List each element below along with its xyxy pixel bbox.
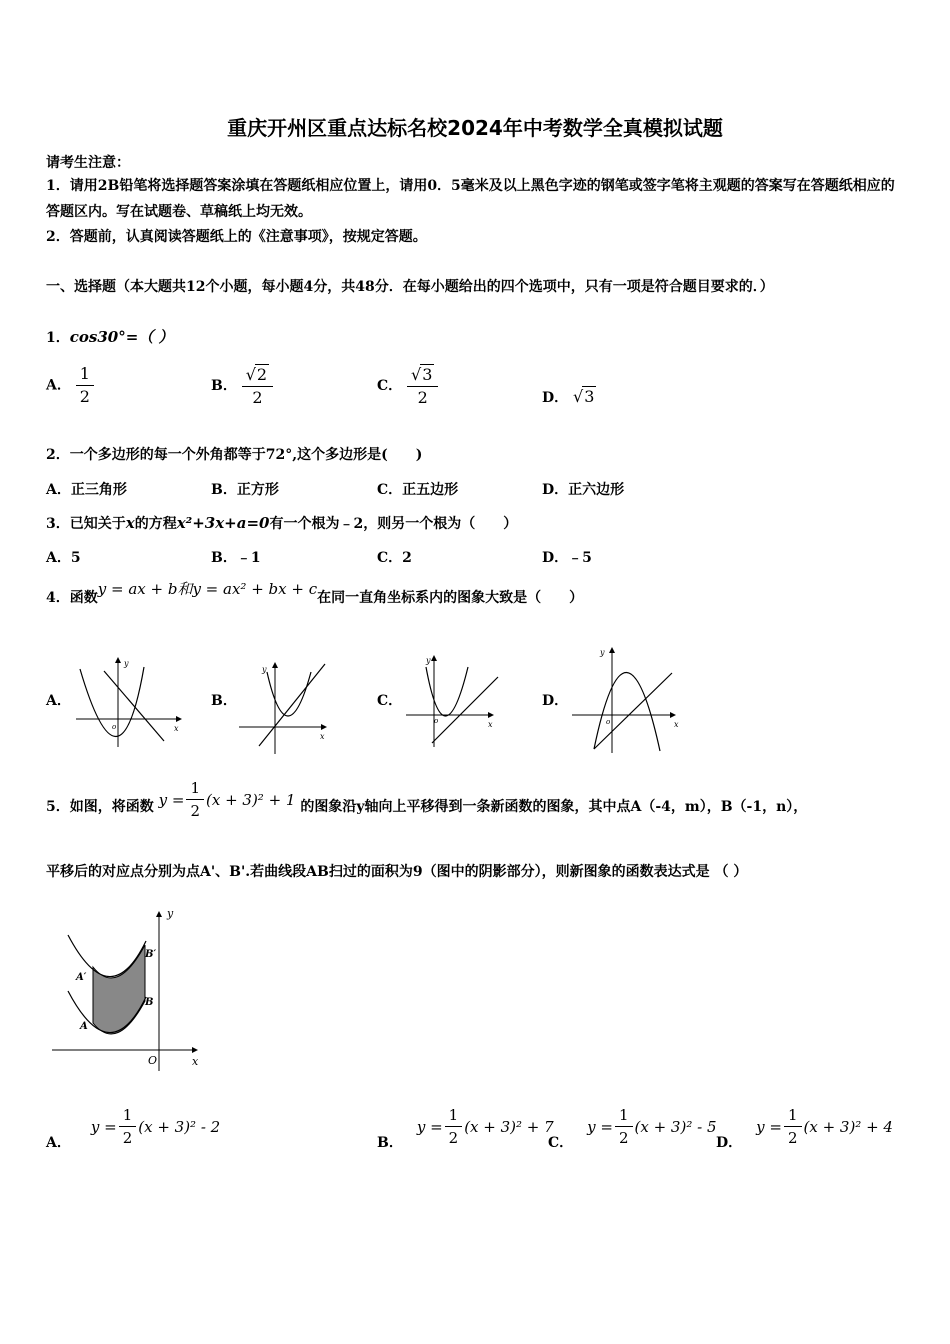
q1-b-label: B． xyxy=(211,378,237,394)
svg-text:o: o xyxy=(606,718,611,726)
q1-stem xyxy=(46,326,174,347)
q5-option-a[interactable]: A． y = $\frac{1}{2}$ (x + 3)² - 2 xyxy=(46,1106,221,1151)
q3-option-b[interactable]: B．﹣1 xyxy=(211,550,261,566)
svg-text:x: x xyxy=(174,724,179,733)
q4-option-b[interactable]: B． xyxy=(211,693,237,709)
q1-option-d[interactable] xyxy=(542,386,596,407)
svg-text:B′: B′ xyxy=(145,949,157,960)
q4-option-d[interactable]: D． xyxy=(542,693,569,709)
svg-text:y: y xyxy=(167,907,174,920)
q4-graph-c xyxy=(404,655,502,750)
svg-text:y: y xyxy=(600,648,605,657)
q5-formula: y = $\frac{1}{2}$ (x + 3)² + 1 xyxy=(158,779,296,820)
q5-option-d[interactable]: D． y = $\frac{1}{2}$ (x + 3)² + 4 xyxy=(716,1106,893,1151)
q1-c-label: C． xyxy=(377,378,403,394)
q5-figure xyxy=(50,905,210,1075)
q4-graph-b xyxy=(237,660,332,755)
q1-c-fraction: $\frac{√3}{2}$ xyxy=(407,364,438,408)
section-heading: 一、选择题（本大题共12个小题，每小题4分，共48分．在每小题给出的四个选项中，只有一项是符合题目要求的．） xyxy=(46,279,774,295)
svg-text:o: o xyxy=(112,723,117,731)
q2-option-c[interactable]: C．正五边形 xyxy=(377,482,459,498)
q1-option-c[interactable] xyxy=(377,364,438,408)
q2-option-b[interactable]: B．正方形 xyxy=(211,482,279,498)
q2-stem: 2．一个多边形的每一个外角都等于72°,这个多边形是( ) xyxy=(46,447,423,463)
svg-text:x: x xyxy=(192,1055,199,1068)
q5-shaded-area xyxy=(93,945,145,1034)
svg-text:x: x xyxy=(320,732,325,741)
q4-stem: 4．函数y = ax + b和y = ax² + bx + c在同一直角坐标系内的图象大致是（ ） xyxy=(46,580,584,606)
q5-option-c[interactable]: C． y = $\frac{1}{2}$ (x + 3)² - 5 xyxy=(548,1106,717,1151)
svg-text:x: x xyxy=(674,720,679,729)
q4-graph-a xyxy=(72,655,184,750)
q1-option-a[interactable] xyxy=(46,364,94,407)
q3-stem: 3．已知关于x的方程x²+3x+a=0有一个根为﹣2，则另一个根为（ ） xyxy=(46,514,518,532)
q1-b-fraction: $\frac{√2}{2}$ xyxy=(242,364,273,408)
notice-item-1: 1．请用2B铅笔将选择题答案涂填在答题纸相应位置上，请用0．5毫米及以上黑色字迹的钢笔或签字笔将主观题的答案写在答题纸相应的答题区内。写在试题卷、草稿纸上均无效。 xyxy=(46,178,895,220)
q5-stem: 5．如图，将函数 y = $\frac{1}{2}$ (x + 3)² + 1 的图象沿y轴向上平移得到一条新函数的图象，其中点A（-4，m），B（-1，n）， xyxy=(46,779,808,820)
q4-graph-d xyxy=(570,645,682,755)
q1-d-radical: √3 xyxy=(573,387,595,406)
q3-option-a[interactable]: A．5 xyxy=(46,550,81,566)
q5-d-formula: y = $\frac{1}{2}$ (x + 3)² + 4 xyxy=(756,1106,893,1147)
q4-option-a[interactable]: A． xyxy=(46,693,71,709)
svg-text:A: A xyxy=(80,1021,88,1032)
q1-a-fraction: $\frac{1}{2}$ xyxy=(76,364,94,407)
svg-text:A′: A′ xyxy=(76,972,87,983)
q2-option-d[interactable]: D．正六边形 xyxy=(542,482,625,498)
q5-a-formula: y = $\frac{1}{2}$ (x + 3)² - 2 xyxy=(90,1106,221,1147)
page-title: 重庆开州区重点达标名校2024年中考数学全真模拟试题 xyxy=(227,116,723,140)
svg-text:o: o xyxy=(434,717,439,725)
q5-c-formula: y = $\frac{1}{2}$ (x + 3)² - 5 xyxy=(587,1106,717,1147)
q5-stem-line2: 平移后的对应点分别为点A'、B'.若曲线段AB扫过的面积为9（图中的阴影部分），则新图象的函数表达式是 （ ） xyxy=(46,864,748,880)
q3-equation: x²+3x+a=0 xyxy=(176,514,270,532)
q4-formula: y = ax + b和y = ax² + bx + c xyxy=(97,580,318,598)
q5-b-formula: y = $\frac{1}{2}$ (x + 3)² + 7 xyxy=(416,1106,554,1147)
q2-option-a[interactable]: A．正三角形 xyxy=(46,482,127,498)
q3-option-c[interactable]: C．2 xyxy=(377,550,412,566)
svg-text:y: y xyxy=(426,656,431,665)
q1-option-b[interactable] xyxy=(211,364,273,408)
notice-heading: 请考生注意： xyxy=(46,155,130,171)
svg-text:O: O xyxy=(148,1054,158,1067)
q3-option-d[interactable]: D．﹣5 xyxy=(542,550,592,566)
q1-a-label: A． xyxy=(46,377,71,394)
svg-text:x: x xyxy=(488,720,493,729)
svg-text:y: y xyxy=(124,659,129,668)
svg-text:B: B xyxy=(145,997,154,1008)
q1-expr: cos30°=（ ） xyxy=(69,328,174,346)
svg-text:y: y xyxy=(262,665,267,674)
q1-num: 1． xyxy=(46,330,70,346)
q5-option-b[interactable]: B． y = $\frac{1}{2}$ (x + 3)² + 7 xyxy=(377,1106,554,1151)
q4-option-c[interactable]: C． xyxy=(377,693,403,709)
notice-item-2: 2．答题前，认真阅读答题纸上的《注意事项》，按规定答题。 xyxy=(46,229,427,245)
q1-d-label: D． xyxy=(542,390,569,406)
